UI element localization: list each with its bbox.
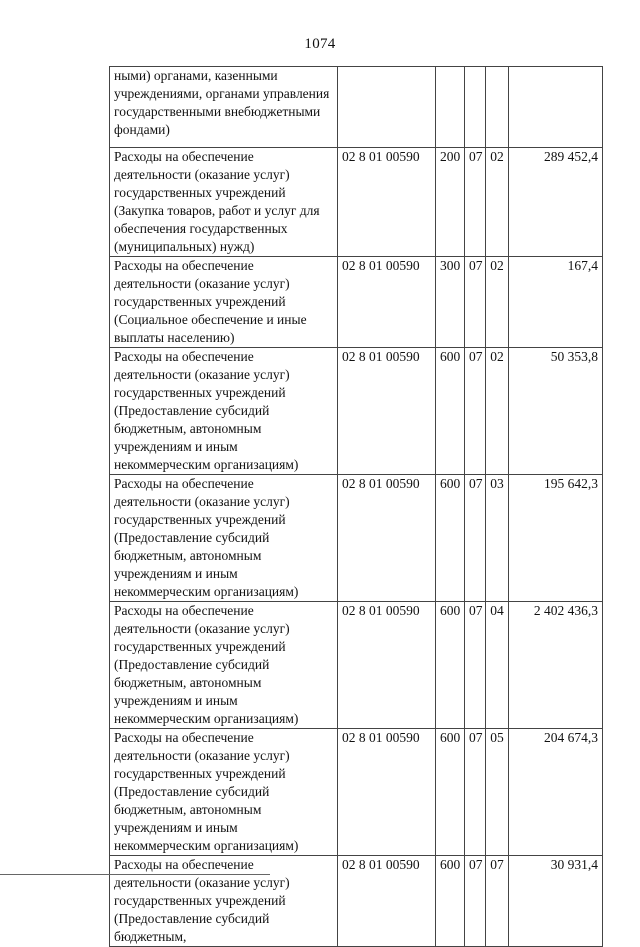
section-code-cell: 07 bbox=[465, 602, 486, 729]
expense-name-cell: ными) органами, казенными учреждениями, органами управления государственными внебюджетными фондами) bbox=[110, 67, 338, 148]
table-row bbox=[110, 67, 603, 148]
expense-type-code-cell: 200 bbox=[436, 148, 465, 257]
subsection-code-cell: 02 bbox=[486, 348, 509, 475]
budget-table-body bbox=[110, 67, 603, 947]
section-code-cell: 07 bbox=[465, 348, 486, 475]
target-article-code-cell: 02 8 01 00590 bbox=[338, 348, 436, 475]
subsection-code-cell: 04 bbox=[486, 602, 509, 729]
section-code-cell: 07 bbox=[465, 729, 486, 856]
expense-name-cell: Расходы на обеспечение деятельности (оказание услуг) государственных учреждений (Предоставление субсидий бюджетным, автономным учреждениям и иным некоммерческим организациям) bbox=[110, 475, 338, 602]
amount-cell: 289 452,4 bbox=[509, 148, 603, 257]
amount-cell: 30 931,4 bbox=[509, 856, 603, 947]
table-row bbox=[110, 856, 603, 947]
section-code-cell: 07 bbox=[465, 257, 486, 348]
section-code-cell: 07 bbox=[465, 148, 486, 257]
table-row bbox=[110, 602, 603, 729]
section-code-cell bbox=[465, 67, 486, 148]
subsection-code-cell: 02 bbox=[486, 257, 509, 348]
target-article-code-cell: 02 8 01 00590 bbox=[338, 729, 436, 856]
section-code-cell: 07 bbox=[465, 475, 486, 602]
target-article-code-cell: 02 8 01 00590 bbox=[338, 257, 436, 348]
amount-cell: 50 353,8 bbox=[509, 348, 603, 475]
table-row bbox=[110, 729, 603, 856]
expense-name-cell: Расходы на обеспечение деятельности (оказание услуг) государственных учреждений (Предоставление субсидий бюджетным, автономным учреждениям и иным некоммерческим организациям) bbox=[110, 348, 338, 475]
expense-name-cell: Расходы на обеспечение деятельности (оказание услуг) государственных учреждений (Закупка товаров, работ и услуг для обеспечения государственных (муниципальных) нужд) bbox=[110, 148, 338, 257]
amount-cell: 204 674,3 bbox=[509, 729, 603, 856]
expense-type-code-cell: 600 bbox=[436, 348, 465, 475]
subsection-code-cell: 05 bbox=[486, 729, 509, 856]
section-code-cell: 07 bbox=[465, 856, 486, 947]
expense-type-code-cell: 600 bbox=[436, 856, 465, 947]
amount-cell: 167,4 bbox=[509, 257, 603, 348]
target-article-code-cell: 02 8 01 00590 bbox=[338, 602, 436, 729]
amount-cell bbox=[509, 67, 603, 148]
amount-cell: 2 402 436,3 bbox=[509, 602, 603, 729]
expense-type-code-cell: 600 bbox=[436, 729, 465, 856]
target-article-code-cell: 02 8 01 00590 bbox=[338, 475, 436, 602]
expense-type-code-cell: 600 bbox=[436, 602, 465, 729]
table-row bbox=[110, 348, 603, 475]
expense-name-cell: Расходы на обеспечение деятельности (оказание услуг) государственных учреждений (Социальное обеспечение и иные выплаты населению) bbox=[110, 257, 338, 348]
target-article-code-cell bbox=[338, 67, 436, 148]
expense-type-code-cell: 600 bbox=[436, 475, 465, 602]
table-row bbox=[110, 148, 603, 257]
page-number: 1074 bbox=[304, 36, 336, 52]
amount-cell: 195 642,3 bbox=[509, 475, 603, 602]
subsection-code-cell: 03 bbox=[486, 475, 509, 602]
expense-name-cell: Расходы на обеспечение деятельности (оказание услуг) государственных учреждений (Предоставление субсидий бюджетным, автономным учреждениям и иным некоммерческим организациям) bbox=[110, 602, 338, 729]
target-article-code-cell: 02 8 01 00590 bbox=[338, 856, 436, 947]
expense-name-cell: Расходы на обеспечение деятельности (оказание услуг) государственных учреждений (Предоставление субсидий бюджетным, автономным учреждениям и иным некоммерческим организациям) bbox=[110, 729, 338, 856]
target-article-code-cell: 02 8 01 00590 bbox=[338, 148, 436, 257]
table-row bbox=[110, 257, 603, 348]
subsection-code-cell: 02 bbox=[486, 148, 509, 257]
expense-type-code-cell bbox=[436, 67, 465, 148]
expense-name-cell: Расходы на обеспечение деятельности (оказание услуг) государственных учреждений (Предоставление субсидий бюджетным, bbox=[110, 856, 338, 947]
expense-type-code-cell: 300 bbox=[436, 257, 465, 348]
footnote-rule bbox=[0, 874, 270, 875]
table-row bbox=[110, 475, 603, 602]
budget-table bbox=[109, 66, 603, 947]
subsection-code-cell: 07 bbox=[486, 856, 509, 947]
subsection-code-cell bbox=[486, 67, 509, 148]
